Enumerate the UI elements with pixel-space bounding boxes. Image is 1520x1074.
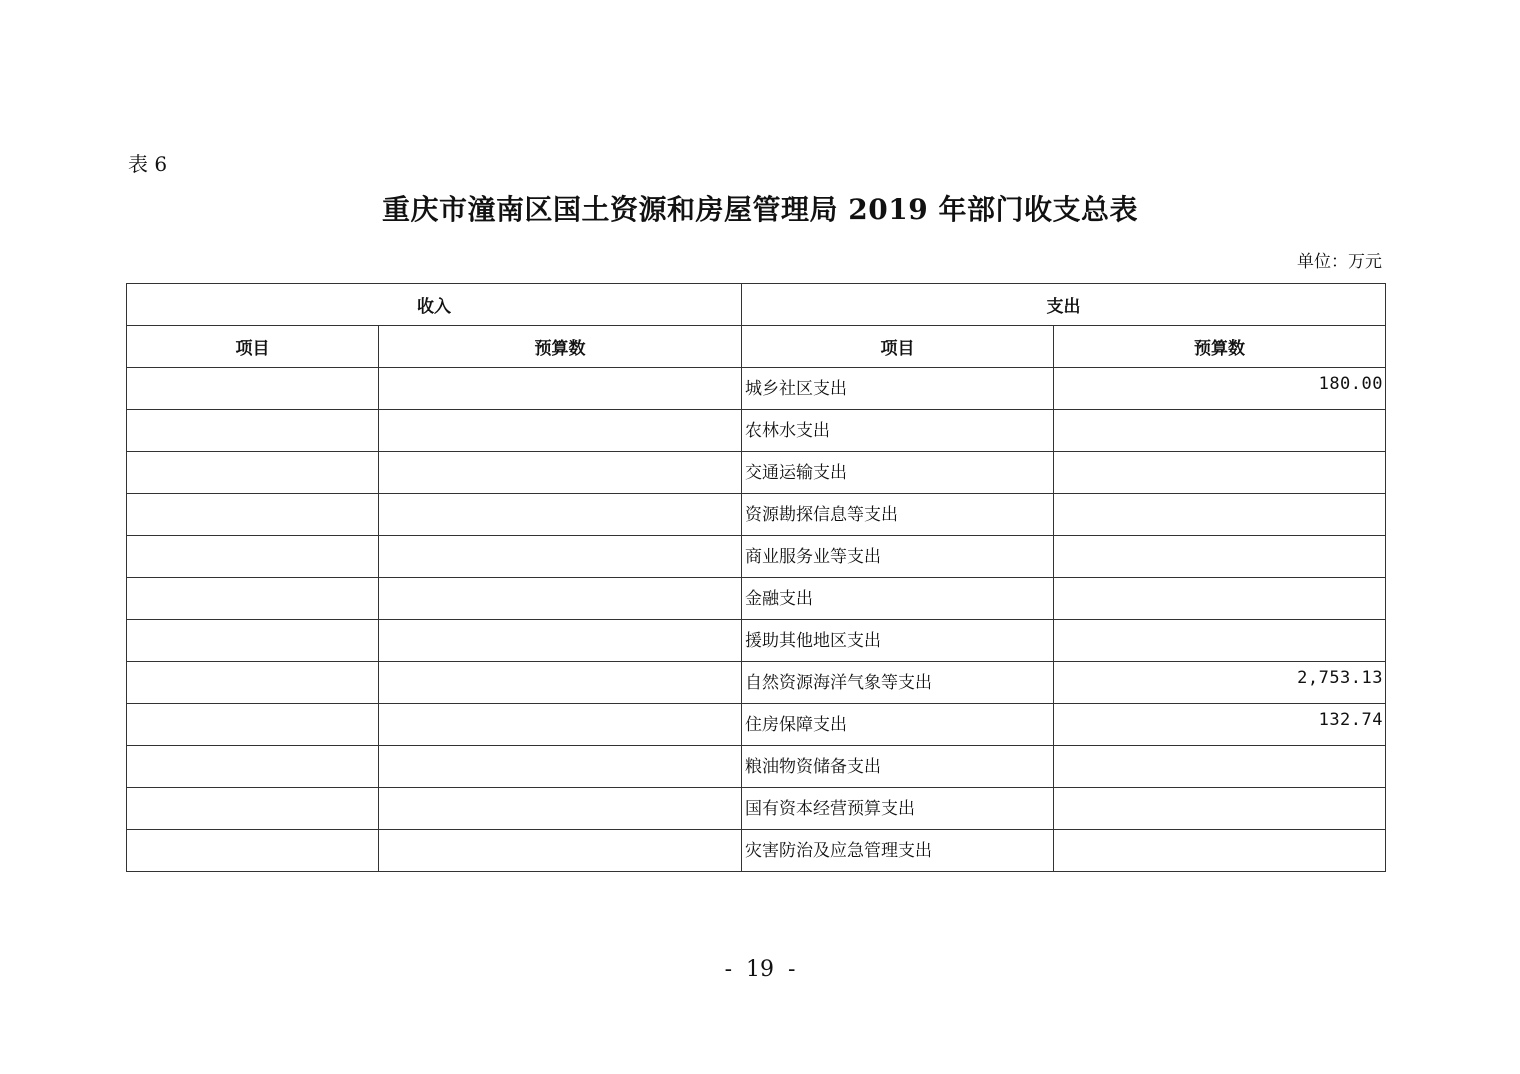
income-amount-cell — [379, 578, 742, 620]
income-item-cell — [127, 452, 379, 494]
table-row — [127, 494, 1386, 536]
expense-item-cell: 住房保障支出 — [742, 704, 1054, 746]
column-header-row — [127, 326, 1386, 368]
income-amount-cell — [379, 368, 742, 410]
income-item-cell — [127, 704, 379, 746]
expense-item-cell: 商业服务业等支出 — [742, 536, 1054, 578]
income-item-cell — [127, 662, 379, 704]
expense-amount-cell — [1054, 788, 1386, 830]
table-row — [127, 746, 1386, 788]
expense-header: 支出 — [742, 284, 1386, 326]
income-header: 收入 — [127, 284, 742, 326]
expense-amount-cell — [1054, 494, 1386, 536]
income-amount-cell — [379, 536, 742, 578]
table-row — [127, 452, 1386, 494]
expense-amount-cell — [1054, 620, 1386, 662]
expense-amount-cell — [1054, 830, 1386, 872]
expense-item-cell: 国有资本经营预算支出 — [742, 788, 1054, 830]
table-body — [127, 368, 1386, 872]
table-label: 表 6 — [128, 152, 168, 176]
table-row — [127, 662, 1386, 704]
income-amount-cell — [379, 746, 742, 788]
expense-item-column-header: 项目 — [742, 326, 1054, 368]
section-header-row — [127, 284, 1386, 326]
expense-amount-cell — [1054, 452, 1386, 494]
expense-amount-cell: 180.00 — [1054, 368, 1386, 410]
expense-amount-cell: 132.74 — [1054, 704, 1386, 746]
income-amount-cell — [379, 410, 742, 452]
page-title: 重庆市潼南区国土资源和房屋管理局 2019 年部门收支总表 — [382, 193, 1138, 226]
income-amount-cell — [379, 620, 742, 662]
income-item-column-header: 项目 — [127, 326, 379, 368]
income-item-cell — [127, 620, 379, 662]
table-row — [127, 536, 1386, 578]
income-amount-cell — [379, 788, 742, 830]
table-row — [127, 704, 1386, 746]
income-amount-column-header: 预算数 — [379, 326, 742, 368]
expense-amount-column-header: 预算数 — [1054, 326, 1386, 368]
table-row — [127, 620, 1386, 662]
income-item-cell — [127, 830, 379, 872]
expense-amount-cell — [1054, 536, 1386, 578]
income-item-cell — [127, 494, 379, 536]
expense-item-cell: 交通运输支出 — [742, 452, 1054, 494]
table-row — [127, 410, 1386, 452]
income-item-cell — [127, 410, 379, 452]
income-item-cell — [127, 578, 379, 620]
expense-amount-cell — [1054, 746, 1386, 788]
income-amount-cell — [379, 830, 742, 872]
expense-item-cell: 粮油物资储备支出 — [742, 746, 1054, 788]
table-row — [127, 368, 1386, 410]
expense-item-cell: 农林水支出 — [742, 410, 1054, 452]
expense-item-cell: 金融支出 — [742, 578, 1054, 620]
page-number: - 19 - — [724, 957, 796, 982]
expense-item-cell: 资源勘探信息等支出 — [742, 494, 1054, 536]
expense-item-cell: 城乡社区支出 — [742, 368, 1054, 410]
expense-amount-cell — [1054, 410, 1386, 452]
expense-item-cell: 自然资源海洋气象等支出 — [742, 662, 1054, 704]
income-amount-cell — [379, 662, 742, 704]
income-amount-cell — [379, 452, 742, 494]
table-row — [127, 830, 1386, 872]
expense-item-cell: 灾害防治及应急管理支出 — [742, 830, 1054, 872]
expense-item-cell: 援助其他地区支出 — [742, 620, 1054, 662]
table-row — [127, 788, 1386, 830]
expense-amount-cell: 2,753.13 — [1054, 662, 1386, 704]
budget-table — [126, 283, 1386, 872]
table-row — [127, 578, 1386, 620]
income-item-cell — [127, 746, 379, 788]
income-amount-cell — [379, 494, 742, 536]
income-amount-cell — [379, 704, 742, 746]
unit-label: 单位：万元 — [1297, 252, 1382, 272]
income-item-cell — [127, 788, 379, 830]
income-item-cell — [127, 368, 379, 410]
expense-amount-cell — [1054, 578, 1386, 620]
income-item-cell — [127, 536, 379, 578]
